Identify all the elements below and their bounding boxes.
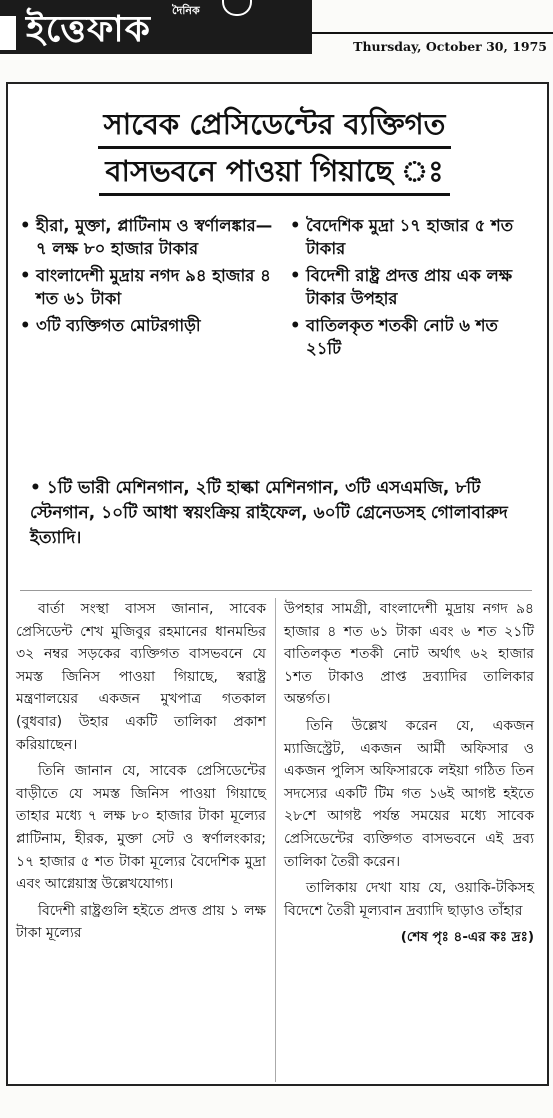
headline-line-2: বাসভবনে পাওয়া গিয়াছে ঃ bbox=[99, 149, 449, 196]
date-strip bbox=[312, 32, 553, 60]
section-divider bbox=[20, 590, 532, 591]
emblem-icon bbox=[222, 0, 252, 16]
bullet-column-right bbox=[290, 214, 535, 364]
article-paragraph: তালিকায় দেখা যায় যে, ওয়াকি-টকিসহ বিদেশে তৈরী মূল্যবান দ্রব্যাদি ছাড়াও তাঁহার bbox=[284, 880, 534, 919]
article-paragraph: উপহার সামগ্রী, বাংলাদেশী মুদ্রায় নগদ ৯৪ হাজার ৪ শত ৬১ টাকা এবং ৬ শত ২১টি বাতিলকৃত শতকী নোট অর্থাৎ ৬২ হাজার ১শত টাকাও প্রাপ্ত দ্রব্যাদির তালিকার অন্তর্গত। bbox=[284, 601, 534, 708]
headline bbox=[22, 102, 527, 200]
column-divider bbox=[275, 598, 276, 1082]
article-body bbox=[16, 598, 538, 1082]
bullet-icon: • bbox=[20, 316, 31, 335]
bullet-item: • বাংলাদেশী মুদ্রায় নগদ ৯৪ হাজার ৪ শত ৬১ টাকা bbox=[20, 266, 271, 308]
article-paragraph: তিনি জানান যে, সাবেক প্রেসিডেন্টের বাড়ীতে যে সমস্ত জিনিস পাওয়া গিয়াছে তাহার মধ্যে ৭ লক্ষ ৮০ হাজার টাকা মূল্যের প্লাটিনাম, হীরক, মুক্তা সেট ও স্বর্ণালংকার; ১৭ হাজার ৫ শত টাকা মূল্যের বৈদেশিক মুদ্রা এবং আগ্নেয়াস্ত্র উল্লেখযোগ্য। bbox=[16, 763, 266, 893]
article-column-2 bbox=[284, 598, 534, 949]
bullet-item: • হীরা, মুক্তা, প্লাটিনাম ও স্বর্ণালঙ্কার—৭ লক্ষ ৮০ হাজার টাকার bbox=[20, 216, 273, 258]
highlight-bullets bbox=[20, 214, 535, 474]
article-column-1 bbox=[16, 598, 266, 949]
article-paragraph: বিদেশী রাষ্ট্রগুলি হইতে প্রদত্ত প্রায় ১ লক্ষ টাকা মূল্যের bbox=[16, 902, 266, 942]
headline-line-1: সাবেক প্রেসিডেন্টের ব্যক্তিগত bbox=[98, 102, 452, 149]
weapons-bullet: • ১টি ভারী মেশিনগান, ২টি হাল্কা মেশিনগান, ৩টি এসএমজি, ৮টি স্টেনগান, ১০টি আধা স্বয়ংক্রিয় রাইফেল, ৬০টি গ্রেনেডসহ গোলাবারুদ ইত্যাদি। bbox=[30, 478, 508, 548]
masthead-logo-block bbox=[0, 0, 312, 54]
newspaper-masthead bbox=[0, 0, 553, 58]
bullet-item: • বৈদেশিক মুদ্রা ১৭ হাজার ৫ শত টাকার bbox=[290, 216, 514, 258]
masthead-edge bbox=[0, 16, 16, 50]
bullet-icon: • bbox=[290, 216, 301, 235]
bullet-icon: • bbox=[30, 478, 47, 498]
bullet-item: • বাতিলকৃত শতকী নোট ৬ শত ২১টি bbox=[290, 316, 498, 358]
bullet-item: • ৩টি ব্যক্তিগত মোটরগাড়ী bbox=[20, 316, 201, 335]
masthead-title: ইত্তেফাক bbox=[26, 9, 151, 50]
bullet-column-left bbox=[20, 214, 278, 341]
article-paragraph: বার্তা সংস্থা বাসস জানান, সাবেক প্রেসিডেন্ট শেখ মুজিবুর রহমানের ধানমন্ডির ৩২ নম্বর সড়কের ব্যক্তিগত বাসভবনে যে সমস্ত জিনিস পাওয়া গিয়াছে, স্বরাষ্ট্র মন্ত্রণালয়ের একজন মুখপাত্র গতকাল (বুধবার) উহার একটি তালিকা প্রকাশ করিয়াছেন। bbox=[16, 601, 266, 753]
continuation-note: (শেষ পৃঃ ৪-এর কঃ দ্রঃ) bbox=[400, 929, 534, 946]
bullet-icon: • bbox=[290, 266, 301, 285]
news-clipping bbox=[6, 82, 549, 1086]
bullet-icon: • bbox=[20, 216, 31, 235]
masthead-subtitle: দৈনিক bbox=[172, 4, 200, 17]
article-paragraph: তিনি উল্লেখ করেন যে, একজন ম্যাজিস্ট্রেট, একজন আর্মী অফিসার ও একজন পুলিস অফিসারকে লইয়া গঠিত তিন সদস্যের একটি টিম গত ১৬ই আগষ্ট হইতে ২৮শে আগষ্ট পর্যন্ত সময়ের মধ্যে সাবেক প্রেসিডেন্টের ব্যক্তিগত বাসভবনে এই দ্রব্য তালিকা তৈরী করেন। bbox=[284, 717, 534, 870]
bullet-icon: • bbox=[290, 316, 301, 335]
bullet-icon: • bbox=[20, 266, 31, 285]
bullet-item: • বিদেশী রাষ্ট্র প্রদত্ত প্রায় এক লক্ষ টাকার উপহার bbox=[290, 266, 513, 308]
publication-date: Thursday, October 30, 1975 bbox=[353, 39, 547, 54]
